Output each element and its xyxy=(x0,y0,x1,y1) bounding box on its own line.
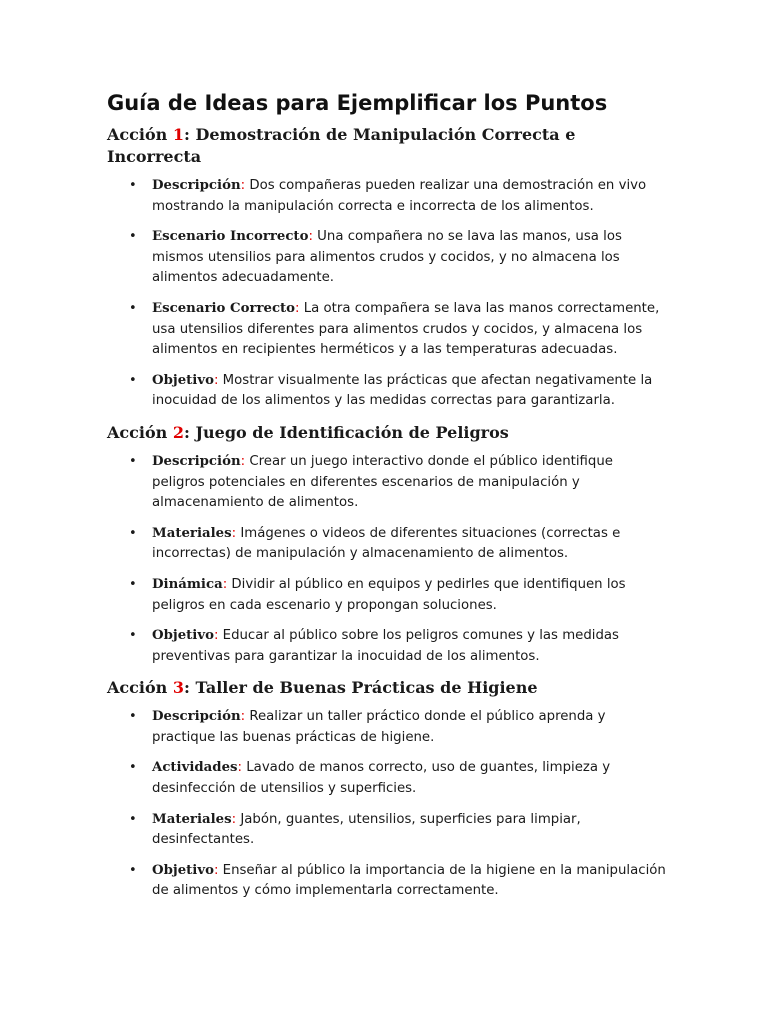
item-text: Dividir al público en equipos y pedirles que identifiquen los peligros en cada escenario y propongan soluciones. xyxy=(152,576,626,613)
item-text: Una compañera no se lava las manos, usa los mismos utensilios para alimentos crudos y cocidos, y no almacena los alimentos adecuadamente. xyxy=(152,229,622,286)
item-colon: : xyxy=(222,576,228,592)
section-title: : Demostración de Manipulación Correcta e Incorrecta xyxy=(107,125,576,166)
section-accion-3 xyxy=(107,677,667,902)
bullet-icon: • xyxy=(129,811,137,827)
item-text: Realizar un taller práctico donde el público aprenda y practique las buenas prácticas de higiene. xyxy=(152,709,606,745)
item-text: Enseñar al público la importancia de la higiene en la manipulación de alimentos y cómo implementarla correctamente. xyxy=(152,862,666,899)
bullet-icon: • xyxy=(129,525,137,541)
item-term: Materiales xyxy=(152,525,232,541)
bullet-list xyxy=(107,707,667,902)
bullet-icon: • xyxy=(129,453,137,469)
item-term: Escenario Correcto xyxy=(152,300,296,316)
section-accion-1 xyxy=(107,124,667,412)
item-colon: : xyxy=(308,229,313,245)
item-colon: : xyxy=(240,709,246,725)
section-heading xyxy=(107,677,667,699)
bullet-icon: • xyxy=(129,862,137,878)
bullet-icon: • xyxy=(129,300,137,316)
section-title: : Taller de Buenas Prácticas de Higiene xyxy=(184,678,538,698)
list-item xyxy=(107,299,667,361)
section-prefix: Acción xyxy=(107,125,173,144)
bullet-list xyxy=(107,176,667,412)
item-colon: : xyxy=(237,760,243,776)
list-item xyxy=(107,810,667,851)
document-page xyxy=(107,88,667,912)
bullet-list xyxy=(107,452,667,667)
item-text: Imágenes o videos de diferentes situaciones (correctas e incorrectas) de manipulación y almacenamiento de alimentos. xyxy=(152,525,621,562)
list-item xyxy=(107,626,667,667)
list-item xyxy=(107,371,667,412)
item-term: Descripción xyxy=(152,453,241,469)
list-item xyxy=(107,227,667,289)
item-colon: : xyxy=(213,372,219,388)
item-term: Objetivo xyxy=(152,862,214,878)
item-colon: : xyxy=(231,525,237,541)
item-colon: : xyxy=(295,300,300,316)
bullet-icon: • xyxy=(129,709,137,725)
bullet-icon: • xyxy=(129,178,137,193)
item-term: Descripción xyxy=(152,178,241,193)
list-item xyxy=(107,758,667,799)
list-item xyxy=(107,176,667,217)
section-number: 1 xyxy=(172,125,184,144)
section-number: 2 xyxy=(172,422,184,442)
item-text: Dos compañeras pueden realizar una demostración en vivo mostrando la manipulación correcta e incorrecta de los alimentos. xyxy=(152,178,647,214)
list-item xyxy=(107,575,667,616)
item-text: Jabón, guantes, utensilios, superficies para limpiar, desinfectantes. xyxy=(152,811,581,848)
section-heading xyxy=(107,124,667,168)
list-item xyxy=(107,452,667,514)
item-text: La otra compañera se lava las manos correctamente, usa utensilios diferentes para alimentos crudos y cocidos, y almacena los alimentos en recipientes herméticos y a las temperaturas adecuadas. xyxy=(152,300,660,358)
list-item xyxy=(107,861,667,902)
bullet-icon: • xyxy=(129,229,137,245)
item-colon: : xyxy=(213,862,219,878)
section-number: 3 xyxy=(172,678,184,698)
item-term: Dinámica xyxy=(152,576,223,592)
item-colon: : xyxy=(231,811,237,827)
bullet-icon: • xyxy=(129,628,137,644)
item-term: Actividades xyxy=(152,760,238,776)
section-prefix: Acción xyxy=(107,678,173,698)
section-accion-2 xyxy=(107,422,667,667)
item-text: Lavado de manos correcto, uso de guantes, limpieza y desinfección de utensilios y superficies. xyxy=(152,760,611,797)
section-title: : Juego de Identificación de Peligros xyxy=(184,422,509,442)
item-term: Escenario Incorrecto xyxy=(152,229,309,245)
item-text: Crear un juego interactivo donde el público identifique peligros potenciales en diferentes escenarios de manipulación y almacenamiento de alimentos. xyxy=(152,453,613,511)
item-term: Objetivo xyxy=(152,628,214,644)
item-term: Objetivo xyxy=(152,372,214,388)
bullet-icon: • xyxy=(129,372,137,388)
section-prefix: Acción xyxy=(107,422,173,442)
item-term: Materiales xyxy=(152,811,232,827)
item-colon: : xyxy=(240,178,246,193)
list-item xyxy=(107,707,667,748)
item-text: Mostrar visualmente las prácticas que afectan negativamente la inocuidad de los alimentos y las medidas correctas para garantizarla. xyxy=(152,372,653,409)
section-heading xyxy=(107,422,667,444)
item-colon: : xyxy=(240,453,246,469)
bullet-icon: • xyxy=(129,760,137,776)
item-colon: : xyxy=(213,628,219,644)
item-term: Descripción xyxy=(152,709,241,725)
document-title: Guía de Ideas para Ejemplificar los Puntos xyxy=(107,91,608,115)
list-item xyxy=(107,524,667,565)
item-text: Educar al público sobre los peligros comunes y las medidas preventivas para garantizar la inocuidad de los alimentos. xyxy=(152,628,619,664)
bullet-icon: • xyxy=(129,576,137,592)
